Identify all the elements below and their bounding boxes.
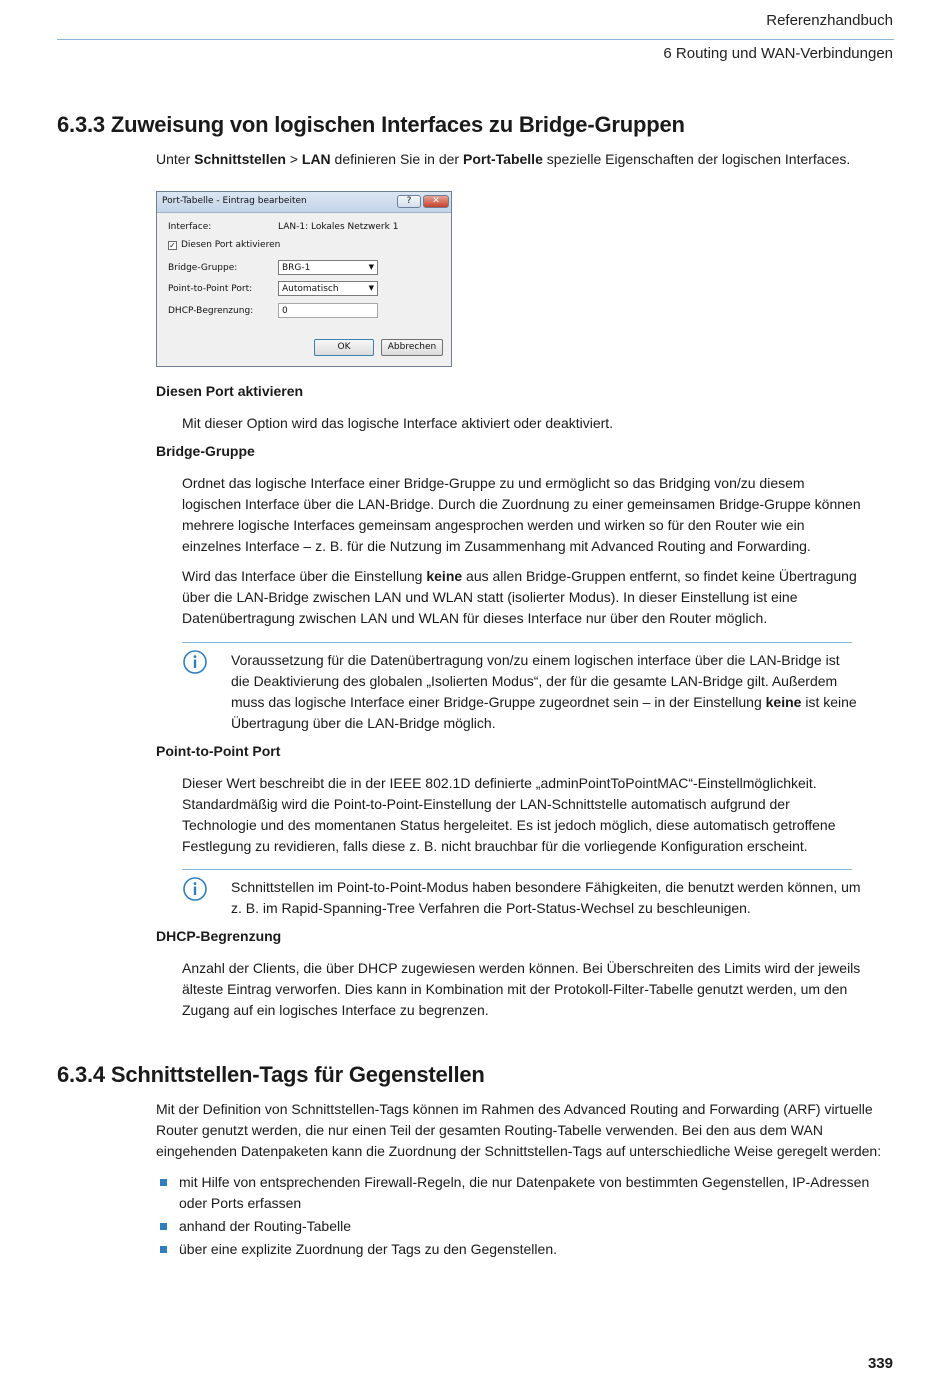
term-bridge-body1: Ordnet das logische Interface einer Bridge-Gruppe zu und ermöglicht so das Bridging von/zu diesem logischen Interface über die LAN-Bridge. Durch die Zuordnung zu einer gemeinsamen Bridge-Gruppe können mehrere logische Interfaces gemeinsam angesprochen werden und wirken so für den Router wie ein einzelnes Interface – z. B. für die Nutzung im Zusammenhang mit Advanced Routing and Forwarding. [182, 475, 861, 554]
section2-intro: Mit der Definition von Schnittstellen-Tags können im Rahmen des Advanced Routing and Forwarding (ARF) virtuelle Router genutzt werden, die nur einen Teil der gesamten Routing-Tabelle verwenden. Bei den aus dem WAN eingehenden Datenpaketen kann die Zuordnung der Schnittstellen-Tags auf unterschiedliche Weise geregelt werden: [156, 1101, 882, 1159]
term-bridge-title: Bridge-Gruppe [156, 443, 255, 459]
ok-button[interactable]: OK [314, 339, 374, 356]
bullet-square-icon [160, 1179, 167, 1186]
port-table-dialog [156, 191, 452, 367]
page-number: 339 [867, 1355, 893, 1372]
term-bridge-body2 [182, 566, 862, 629]
enable-port-checkbox[interactable]: ✓ [169, 241, 176, 250]
list-item-text: mit Hilfe von entsprechenden Firewall-Regeln, die nur Datenpakete von bestimmten Gegenstellen, IP-Adressen oder Ports erfassen [179, 1174, 870, 1211]
note-bridge [231, 650, 861, 734]
chevron-down-icon: ▼ [368, 263, 374, 271]
intro-text: spezielle Eigenschaften der logischen Interfaces. [542, 151, 851, 167]
note-p2p: Schnittstellen im Point-to-Point-Modus haben besondere Fähigkeiten, die benutzt werden können, um z. B. im Rapid-Spanning-Tree Verfahren die Port-Status-Wechsel zu beschleunigen. [231, 879, 861, 916]
term-dhcp-title: DHCP-Begrenzung [156, 928, 282, 944]
term-p2p-title: Point-to-Point Port [156, 743, 281, 759]
body-text: Wird das Interface über die Einstellung [182, 568, 427, 584]
header-divider [57, 39, 894, 40]
intro-text: definieren Sie in der [330, 151, 463, 167]
list-item [160, 1172, 900, 1214]
bullet-square-icon [160, 1246, 167, 1253]
p2p-port-select[interactable] [278, 281, 378, 296]
help-button[interactable]: ? [397, 195, 421, 208]
bridge-group-select[interactable] [278, 260, 378, 275]
section-heading-6-3-3: 6.3.3 Zuweisung von logischen Interfaces zu Bridge-Gruppen [57, 112, 685, 137]
term-dhcp-body: Anzahl der Clients, die über DHCP zugewiesen werden können. Bei Überschreiten des Limits wird der jeweils älteste Eintrag verworfen. Dies kann in Kombination mit der Protokoll-Filter-Tabelle genutzt werden, um den Zugang auf ein logisches Interface zu begrenzen. [182, 960, 861, 1018]
interface-value: LAN-1: Lokales Netzwerk 1 [278, 222, 399, 232]
term-p2p-body: Dieser Wert beschreibt die in der IEEE 802.1D definierte „adminPointToPointMAC“-Einstellmöglichkeit. Standardmäßig wird die Point-to-Point-Einstellung der LAN-Schnittstelle automatisch aufgrund der Technologie und des momentanen Status hergeleitet. Es ist jedoch möglich, diese automatisch getroffene Festlegung zu revidieren, falls diese z. B. nicht brauchbar für die vorliegende Konfiguration erscheint. [182, 775, 836, 854]
note-text: ist keine Übertragung über die LAN-Bridge möglich. [231, 694, 857, 731]
body-text: aus allen Bridge-Gruppen entfernt, so findet keine Übertragung über die LAN-Bridge zwischen LAN und WLAN statt (isolierter Modus). In dieser Einstellung ist eine Datenübertragung zwischen LAN und WLAN für dieses Interface nur über den Router möglich. [182, 568, 857, 626]
intro-text: Unter [156, 151, 195, 167]
bullet-square-icon [160, 1223, 167, 1230]
cancel-button[interactable]: Abbrechen [381, 339, 443, 356]
intro-bold-port-tabelle: Port-Tabelle [462, 151, 543, 167]
note-text: Voraussetzung für die Datenübertragung von/zu einem logischen interface über die LAN-Bridge ist die Deaktivierung des globalen „Isolierten Modus“, der für die gesamte LAN-Bridge gilt. Außerdem muss das logische Interface einer Bridge-Gruppe zugeordnet sein – in der Einstellung [231, 652, 840, 710]
section-heading-6-3-4: 6.3.4 Schnittstellen-Tags für Gegenstellen [57, 1062, 485, 1087]
term-port-title: Diesen Port aktivieren [156, 383, 304, 399]
list-item [160, 1216, 900, 1237]
dhcp-limit-input[interactable] [278, 303, 378, 318]
bullet-list [160, 1172, 900, 1262]
bold-keine: keine [765, 694, 802, 710]
list-item-text: anhand der Routing-Tabelle [179, 1218, 352, 1234]
header-title: Referenzhandbuch [766, 12, 893, 29]
close-button[interactable]: ✕ [423, 195, 449, 208]
p2p-port-value: Automatisch [282, 284, 339, 294]
intro-text: > [285, 151, 302, 167]
section1-intro [156, 149, 896, 170]
dialog-title: Port-Tabelle - Eintrag bearbeiten [162, 196, 307, 206]
p2p-port-label: Point-to-Point Port: [168, 284, 253, 294]
enable-port-label: Diesen Port aktivieren [181, 240, 281, 250]
bridge-group-value: BRG-1 [282, 263, 311, 273]
bold-keine: keine [426, 568, 463, 584]
intro-bold-schnittstellen: Schnittstellen [194, 151, 286, 167]
term-port-body: Mit dieser Option wird das logische Interface aktiviert oder deaktiviert. [182, 415, 614, 431]
info-icon [182, 876, 208, 902]
note-divider [182, 642, 852, 643]
dialog-titlebar [157, 192, 451, 213]
interface-label: Interface: [168, 222, 212, 232]
note-divider [182, 869, 852, 870]
dhcp-limit-label: DHCP-Begrenzung: [168, 306, 254, 316]
intro-bold-lan: LAN [301, 151, 331, 167]
bridge-group-label: Bridge-Gruppe: [168, 263, 238, 273]
info-icon [182, 649, 208, 675]
list-item [160, 1239, 900, 1260]
dhcp-limit-value: 0 [282, 306, 288, 316]
header-chapter: 6 Routing und WAN-Verbindungen [663, 45, 893, 62]
list-item-text: über eine explizite Zuordnung der Tags zu den Gegenstellen. [179, 1241, 557, 1257]
chevron-down-icon: ▼ [368, 284, 374, 292]
